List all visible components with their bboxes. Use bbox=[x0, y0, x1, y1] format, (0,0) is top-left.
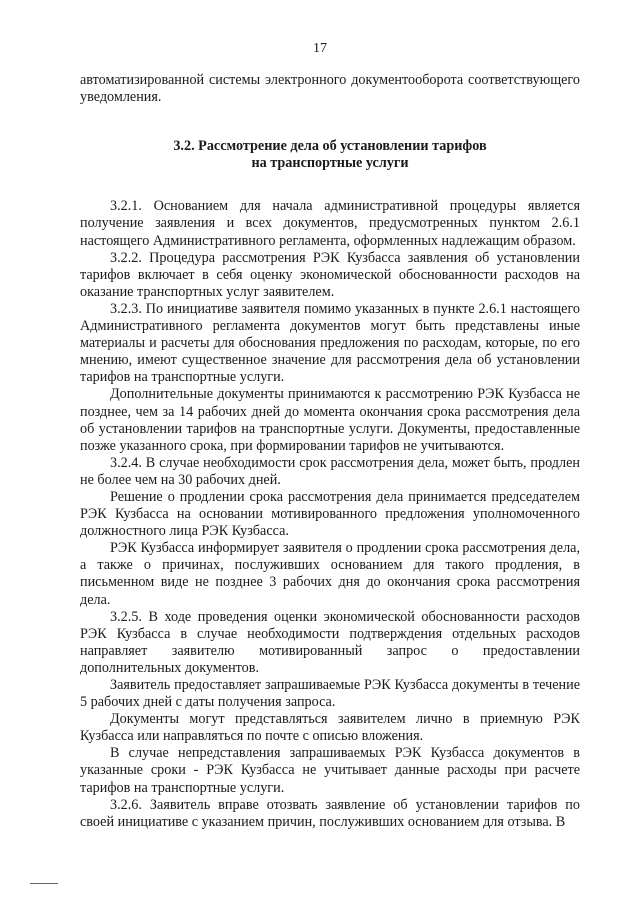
section-heading-line-1: 3.2. Рассмотрение дела об установлении тарифов bbox=[173, 138, 487, 155]
paragraph-request-deadline: Заявитель предоставляет запрашиваемые РЭК Кузбасса документы в течение 5 рабочих дней с даты получения запроса. bbox=[80, 677, 580, 711]
page-number: 17 bbox=[313, 41, 327, 56]
paragraph-extension-decision: Решение о продлении срока рассмотрения дела принимается председателем РЭК Кузбасса на основании мотивированного предложения уполномоченного должностного лица РЭК Кузбасса. bbox=[80, 488, 580, 540]
paragraph-3-2-4: 3.2.4. В случае необходимости срок рассмотрения дела, может быть, продлен не более чем на 30 рабочих дней. bbox=[80, 454, 580, 488]
document-body bbox=[80, 72, 580, 831]
paragraph-submission-method: Документы могут представляться заявителем лично в приемную РЭК Кузбасса или направляться по почте с описью вложения. bbox=[80, 711, 580, 745]
paragraph-non-submission: В случае непредставления запрашиваемых РЭК Кузбасса документов в указанные сроки - РЭК Кузбасса не учитывает данные расходы при расчете тарифов на транспортные услуги. bbox=[80, 745, 580, 796]
paragraph-additional-documents: Дополнительные документы принимаются к рассмотрению РЭК Кузбасса не позднее, чем за 14 рабочих дней до момента окончания срока рассмотрения дела об установлении тарифов на транспортные услуги. Документы, предоставленные позже указанного срока, при формировании тарифов не учитываются. bbox=[80, 386, 580, 454]
paragraph-extension-notice: РЭК Кузбасса информирует заявителя о продлении срока рассмотрения дела, а также о причинах, послуживших основанием для такого продления, в письменном виде не позднее 3 рабочих дня до окончания срока рассмотрения дела. bbox=[80, 540, 580, 608]
footer-rule bbox=[30, 883, 58, 884]
paragraph-3-2-2: 3.2.2. Процедура рассмотрения РЭК Кузбасса заявления об установлении тарифов включает в себя оценку экономической обоснованности расходов на оказание транспортных услуг заявителем. bbox=[80, 249, 580, 300]
paragraph-3-2-6: 3.2.6. Заявитель вправе отозвать заявление об установлении тарифов по своей инициативе с указанием причин, послуживших основанием для отзыва. В bbox=[80, 796, 580, 830]
paragraph-3-2-1: 3.2.1. Основанием для начала административной процедуры является получение заявления и всех документов, предусмотренных пунктом 2.6.1 настоящего Административного регламента, оформленных надлежащим образом. bbox=[80, 198, 580, 249]
intro-paragraph: автоматизированной системы электронного документооборота соответствующего уведомления. bbox=[80, 72, 580, 106]
paragraph-3-2-5: 3.2.5. В ходе проведения оценки экономической обоснованности расходов РЭК Кузбасса в случае необходимости подтверждения отдельных расходов направляет заявителю мотивированный запрос о предоставлении дополнительных документов. bbox=[80, 608, 580, 676]
paragraph-3-2-3: 3.2.3. По инициативе заявителя помимо указанных в пункте 2.6.1 настоящего Административного регламента документов могут быть представлены иные материалы и расчеты для обоснования предложения по расходам, которые, по его мнению, имеют существенное значение для рассмотрения дела об установлении тарифов на транспортные услуги. bbox=[80, 300, 580, 386]
section-heading-line-2: на транспортные услуги bbox=[251, 155, 409, 172]
section-heading bbox=[80, 138, 580, 172]
